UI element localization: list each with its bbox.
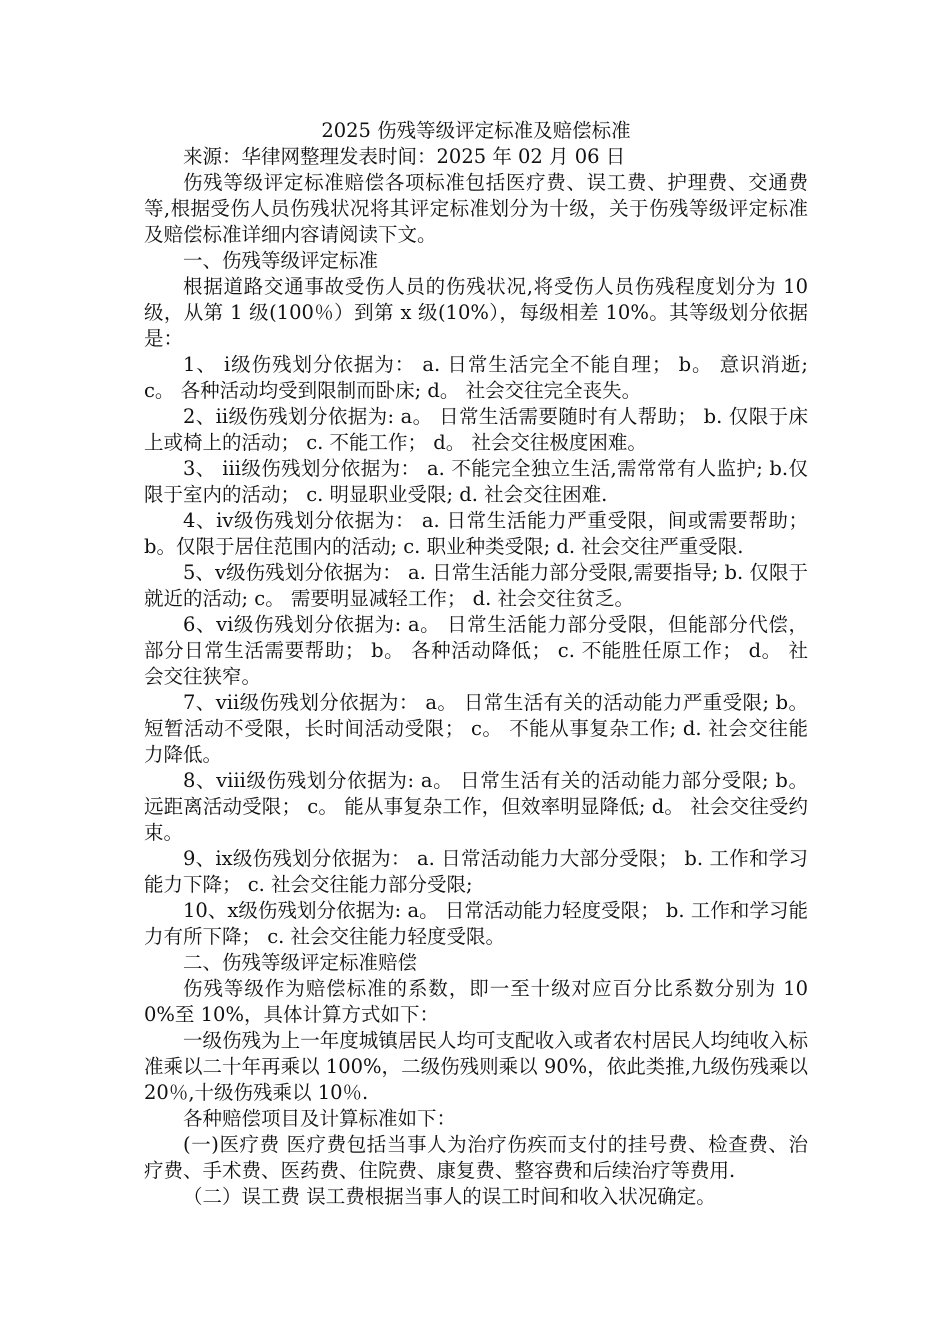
intro-paragraph: 伤残等级评定标准赔偿各项标准包括医疗费、误工费、护理费、交通费等,根据受伤人员伤残状况将其评定标准划分为十级，关于伤残等级评定标准及赔偿标准详细内容请阅读下文。 bbox=[144, 171, 808, 246]
grade-7-criteria: 7、ⅶ级伤残划分依据为： a。 日常生活有关的活动能力严重受限; b。 短暂活动不受限，长时间活动受限； c。 不能从事复杂工作; d. 社会交往能力降低。 bbox=[144, 691, 808, 766]
grade-6-criteria: 6、ⅵ级伤残划分依据为: a。 日常生活能力部分受限，但能部分代偿，部分日常生活需要帮助； b。 各种活动降低； c. 不能胜任原工作； d。 社会交往狭窄。 bbox=[144, 613, 808, 688]
document-title: 2025 伤残等级评定标准及赔偿标准 bbox=[321, 119, 631, 142]
source-line: 来源：华律网整理发表时间：2025 年 02 月 06 日 bbox=[183, 145, 626, 168]
section-heading-2: 二、伤残等级评定标准赔偿 bbox=[183, 951, 418, 974]
grade-10-criteria: 10、ⅹ级伤残划分依据为: a。 日常活动能力轻度受限； b. 工作和学习能力有所下降； c. 社会交往能力轻度受限。 bbox=[144, 899, 808, 948]
calculation-paragraph: 一级伤残为上一年度城镇居民人均可支配收入或者农村居民人均纯收入标准乘以二十年再乘以 100%，二级伤残则乘以 90%，依此类推,九级伤残乘以 20％,十级伤残乘以 10％. bbox=[144, 1029, 808, 1104]
items-heading: 各种赔偿项目及计算标准如下： bbox=[183, 1107, 457, 1130]
grade-1-criteria: 1、 ⅰ级伤残划分依据为： a. 日常生活完全不能自理； b。 意识消逝; c。 各种活动均受到限制而卧床; d。 社会交往完全丧失。 bbox=[144, 353, 808, 402]
grade-9-criteria: 9、ⅸ级伤残划分依据为： a. 日常活动能力大部分受限； b. 工作和学习能力下降； c. 社会交往能力部分受限; bbox=[144, 847, 808, 896]
section-1-intro: 根据道路交通事故受伤人员的伤残状况,将受伤人员伤残程度划分为 10 级，从第 1 级(100％）到第 x 级(10%），每级相差 10%。其等级划分依据是： bbox=[144, 275, 808, 350]
grade-3-criteria: 3、 ⅲ级伤残划分依据为： a. 不能完全独立生活,需常常有人监护; b.仅限于室内的活动； c. 明显职业受限; d. 社会交往困难. bbox=[144, 457, 808, 506]
grade-5-criteria: 5、ⅴ级伤残划分依据为： a. 日常生活能力部分受限,需要指导; b. 仅限于就近的活动; c。 需要明显减轻工作； d. 社会交往贫乏。 bbox=[144, 561, 808, 610]
medical-fee-paragraph: (一)医疗费 医疗费包括当事人为治疗伤疾而支付的挂号费、检查费、治疗费、手术费、医药费、住院费、康复费、整容费和后续治疗等费用. bbox=[144, 1133, 808, 1182]
grade-4-criteria: 4、ⅳ级伤残划分依据为： a. 日常生活能力严重受限，间或需要帮助； b。仅限于居住范围内的活动; c. 职业种类受限; d. 社会交往严重受限. bbox=[144, 509, 808, 558]
grade-2-criteria: 2、ⅱ级伤残划分依据为: a。 日常生活需要随时有人帮助； b. 仅限于床上或椅上的活动； c. 不能工作； d。 社会交往极度困难。 bbox=[144, 405, 808, 454]
section-2-intro: 伤残等级作为赔偿标准的系数，即一至十级对应百分比系数分别为 100%至 10%，具体计算方式如下： bbox=[144, 977, 808, 1026]
document-page bbox=[144, 118, 808, 1210]
grade-8-criteria: 8、ⅷ级伤残划分依据为: a。 日常生活有关的活动能力部分受限; b。 远距离活动受限； c。 能从事复杂工作，但效率明显降低; d。 社会交往受约束。 bbox=[144, 769, 808, 844]
lost-wages-paragraph: （二）误工费 误工费根据当事人的误工时间和收入状况确定。 bbox=[183, 1185, 716, 1208]
section-heading-1: 一、伤残等级评定标准 bbox=[183, 249, 379, 272]
